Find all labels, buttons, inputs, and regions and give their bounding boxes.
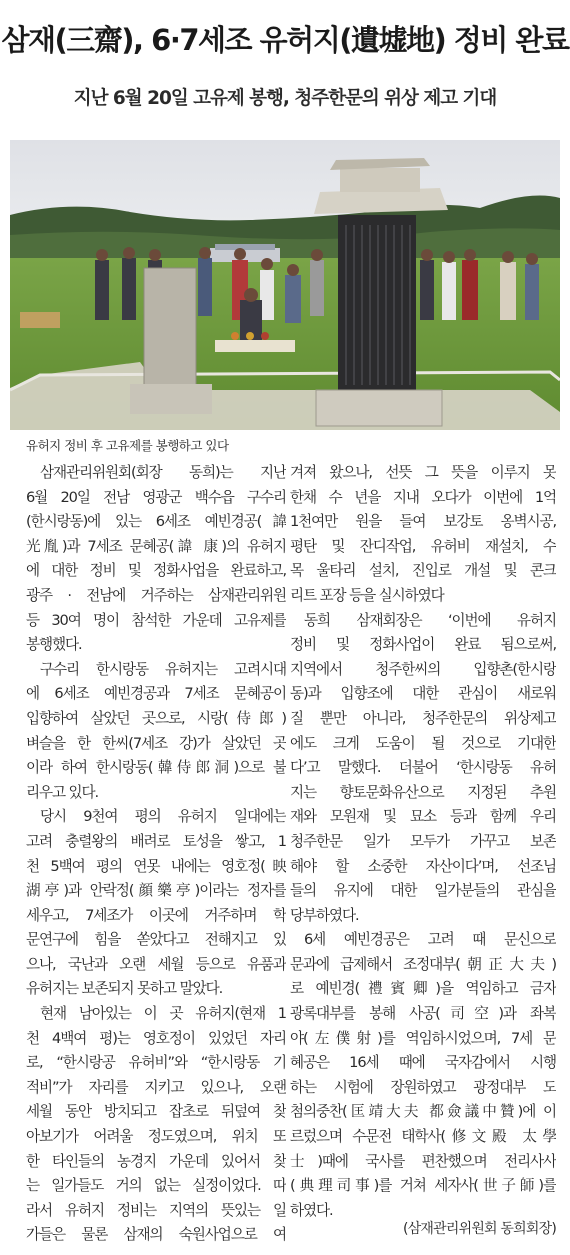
text-line: 벼슬을 한 한씨(7세조 강)가 살았던 곳: [26, 734, 286, 752]
text-line: (한시랑동)에 있는 6세조 예빈경공(諱: [26, 513, 286, 531]
text-line: 르렀으며 수문전 태학사(修文殿 太學: [290, 1128, 556, 1146]
text-line: 로 예빈경(禮賓卿)을 역임하고 금자: [290, 980, 556, 998]
text-line: 고려 충렬왕의 배려로 토성을 쌓고, 1: [26, 832, 286, 850]
article-column-left: [26, 461, 286, 1248]
text-line: 천 5백여 평의 연못 내에는 영호정(映: [26, 857, 286, 875]
text-line: 이라 하여 한시랑동(韓侍郎洞)으로 불: [26, 759, 286, 777]
text-line: 첨의중찬(匡靖大夫 都僉議中贊)에 이: [290, 1103, 556, 1121]
text-line: 는 일가들도 거의 없는 실정이었다. 따: [26, 1177, 286, 1195]
text-line: 士)때에 국사를 편찬했으며 전리사사: [290, 1152, 556, 1170]
text-line: 라서 유허지 정비는 지역의 뜻있는 일: [26, 1201, 286, 1219]
text-line: 봉행했다.: [26, 636, 82, 654]
text-line: 에 6세조 예빈경공과 7세조 문혜공이: [26, 685, 286, 703]
text-line: 에도 크게 도움이 될 것으로 기대한: [290, 734, 556, 752]
text-line: 光胤)과 7세조 문혜공(諱 康)의 유허지: [26, 537, 286, 555]
text-line: 질 뿐만 아니라, 청주한문의 위상제고: [290, 709, 556, 727]
text-line: 겨져 왔으나, 선뜻 그 뜻을 이루지 못: [290, 464, 556, 481]
text-line: 한채 수 년을 지내 오다가 이번에 1억: [290, 488, 556, 506]
text-line: 湖亭)과 안락정(顔樂亭)이라는 정자를: [26, 882, 286, 900]
headline: 삼재(三齋), 6·7세조 유허지(遺墟地) 정비 완료: [1, 23, 569, 57]
text-line: 해야 할 소중한 자산이다’며, 선조님: [290, 857, 556, 875]
text-line: 6세 예빈경공은 고려 때 문신으로: [304, 931, 556, 949]
text-line: 지는 향토문화유산으로 지정된 추원: [290, 783, 556, 801]
author-signature: (삼재관리위원회 동희회장): [403, 1221, 556, 1237]
text-line: 6월 20일 전남 영광군 백수읍 구수리: [26, 488, 286, 506]
text-line: 정비 및 정화사업이 완료 됨으로써,: [290, 636, 556, 654]
text-line: 하는 시험에 장원하였고 광정대부 도: [290, 1078, 556, 1096]
text-line: 유허지는 보존되지 못하고 말았다.: [26, 980, 223, 998]
text-line: 문과에 급제해서 조정대부(朝正大夫): [290, 955, 556, 973]
text-line: 들의 유지에 대한 일가분들의 관심을: [290, 882, 556, 900]
text-line: 야(左僕射)를 역임하시었으며, 7세 문: [290, 1029, 556, 1047]
text-line: 천 4백여 평)는 영호정이 있었던 자리: [26, 1029, 286, 1047]
text-line: 당시 9천여 평의 유허지 일대에는: [40, 808, 286, 826]
text-line: 로, “한시랑공 유허비”와 “한시랑동 기: [26, 1054, 286, 1072]
text-line: 재와 모원재 및 묘소 등과 함께 우리: [290, 808, 556, 826]
text-line: 평탄 및 잔디작업, 유허비 재설치, 수: [290, 537, 556, 555]
text-line: 리우고 있다.: [26, 783, 99, 801]
text-line: 입향하여 살았던 곳으로, 시랑(侍郎): [26, 709, 286, 727]
text-line: 등 30여 명이 참석한 가운데 고유제를: [26, 611, 286, 629]
text-line: 리트 포장 등을 실시하였다: [290, 586, 444, 604]
text-line: 다’고 말했다. 더불어 ‘한시랑동 유허: [290, 759, 556, 777]
text-line: 동)과 입향조에 대한 관심이 새로워: [290, 685, 556, 703]
text-line: 에 대한 정비 및 정화사업을 완료하고,: [26, 562, 286, 580]
text-line: 세우고, 7세조가 이곳에 거주하며 학: [26, 906, 286, 924]
text-line: 문연구에 힘을 쏟았다고 전해지고 있: [26, 931, 286, 949]
text-line: 하였다.: [290, 1201, 333, 1219]
article-column-right: [290, 461, 556, 1223]
text-line: 구수리 한시랑동 유허지는 고려시대: [40, 660, 286, 678]
text-line: 1천여만 원을 들여 보강토 옹벽시공,: [290, 513, 556, 531]
text-line: (典理司事)를 거쳐 세자사(世子師)를: [290, 1177, 556, 1195]
subheadline: 지난 6월 20일 고유제 봉행, 청주한문의 위상 제고 기대: [73, 88, 497, 109]
text-line: 현재 남아있는 이 곳 유허지(현재 1: [40, 1005, 286, 1023]
text-line: 으나, 국난과 오랜 세월 등으로 유품과: [26, 955, 286, 973]
text-line: 청주한문 일가 모두가 가꾸고 보존: [290, 832, 556, 850]
text-line: 광주 · 전남에 거주하는 삼재관리위원: [26, 586, 286, 604]
photo-caption: 유허지 정비 후 고유제를 봉행하고 있다: [26, 438, 229, 453]
text-line: 세월 동안 방치되고 잡초로 뒤덮여 찾: [26, 1103, 286, 1121]
text-line: 가들은 물론 삼재의 숙원사업으로 여: [26, 1226, 286, 1244]
text-line: 광록대부를 봉해 사공(司空)과 좌복: [290, 1005, 556, 1023]
text-line: 당부하였다.: [290, 906, 359, 924]
text-line: 한 타인들의 농경지 가운데 있어서 찾: [26, 1152, 286, 1170]
text-line: 혜공은 16세 때에 국자감에서 시행: [290, 1054, 556, 1072]
text-line: 지역에서 청주한씨의 입향촌(한시랑: [290, 660, 556, 678]
text-line: 목 울타리 설치, 진입로 개설 및 콘크: [290, 562, 556, 580]
text-line: 동희 삼재회장은 ‘이번에 유허지: [304, 611, 556, 629]
text-line: 적비”가 자리를 지키고 있으나, 오랜: [26, 1078, 286, 1096]
text-line: 아보기가 어려울 정도였으며, 위치 또: [26, 1128, 286, 1146]
ceremony-photo: [10, 140, 560, 430]
text-line: 삼재관리위원회(회장 동희)는 지난: [40, 464, 286, 481]
